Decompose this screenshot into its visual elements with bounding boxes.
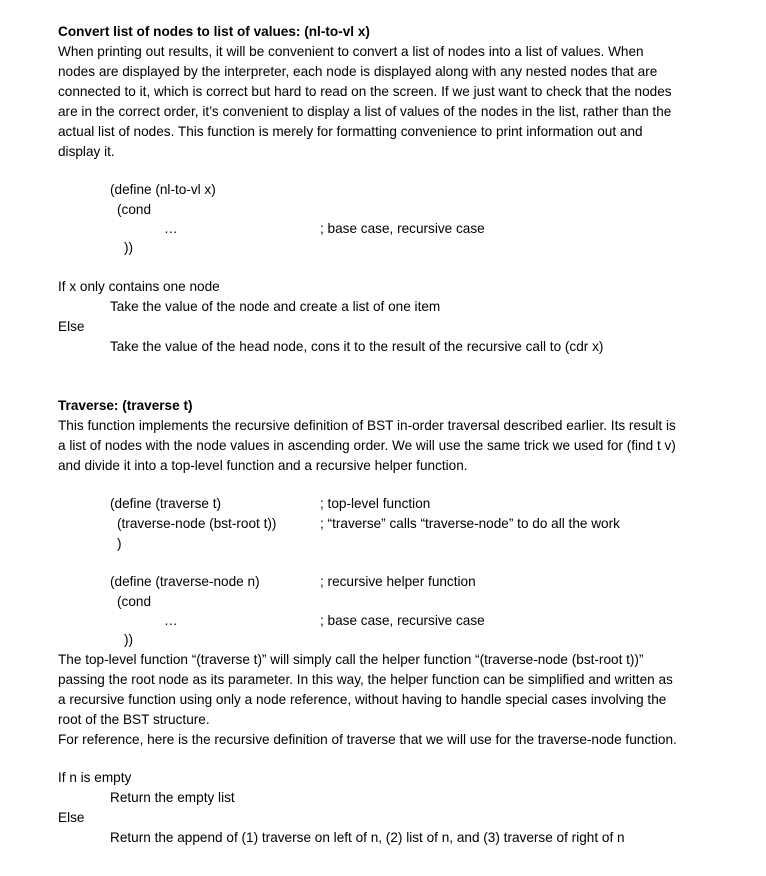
- section-heading-nl-to-vl: Convert list of nodes to list of values: (nl-to-vl x): [58, 24, 370, 39]
- paragraph-line: The top-level function “(traverse t)” will simply call the helper function “(traverse-node (bst-root t))”: [58, 652, 644, 667]
- paragraph-line: When printing out results, it will be convenient to convert a list of nodes into a list of values. When: [58, 44, 644, 59]
- code-comment: ; top-level function: [320, 496, 431, 511]
- code-comment: ; recursive helper function: [320, 574, 476, 589]
- logic-then-line: Take the value of the node and create a list of one item: [110, 299, 441, 314]
- code-call-line: (traverse-node (bst-root t)): [117, 516, 277, 531]
- paragraph-line: actual list of nodes. This function is merely for formatting convenience to print information out and: [58, 124, 643, 139]
- paragraph-line: a recursive function using only a node reference, without having to handle special cases involving the: [58, 692, 667, 707]
- logic-else-body: Return the append of (1) traverse on left of n, (2) list of n, and (3) traverse of right of n: [110, 830, 625, 845]
- paragraph-line: are in the correct order, it’s convenient to display a list of values of the nodes in the list, rather than the: [58, 104, 672, 119]
- code-comment: ; base case, recursive case: [320, 613, 485, 628]
- code-close-line: )): [124, 632, 134, 647]
- logic-if-line: If x only contains one node: [58, 279, 220, 294]
- logic-else-line: Else: [58, 810, 85, 825]
- code-ellipsis: …: [164, 613, 178, 628]
- paragraph-line: passing the root node as its parameter. In this way, the helper function can be simplified and written as: [58, 672, 673, 687]
- paragraph-line: This function implements the recursive definition of BST in-order traversal described earlier. Its result is: [58, 418, 676, 433]
- paragraph-line: display it.: [58, 144, 115, 159]
- logic-then-line: Return the empty list: [110, 790, 235, 805]
- paragraph-line: and divide it into a top-level function and a recursive helper function.: [58, 458, 468, 473]
- paragraph-line: For reference, here is the recursive definition of traverse that we will use for the traverse-node function.: [58, 732, 677, 747]
- code-define-line: (define (traverse t): [110, 496, 222, 511]
- code-close-line: )): [124, 240, 134, 255]
- code-comment: ; “traverse” calls “traverse-node” to do all the work: [320, 516, 620, 531]
- code-ellipsis: …: [164, 221, 178, 236]
- code-cond-line: (cond: [117, 594, 152, 609]
- code-define-line: (define (traverse-node n): [110, 574, 260, 589]
- paragraph-line: connected to it, which is correct but hard to read on the screen. If we just want to check that the nodes: [58, 84, 672, 99]
- code-close-line: ): [117, 536, 122, 551]
- paragraph-line: root of the BST structure.: [58, 712, 210, 727]
- code-comment: ; base case, recursive case: [320, 221, 485, 236]
- logic-else-body: Take the value of the head node, cons it to the result of the recursive call to (cdr x): [110, 339, 604, 354]
- code-cond-line: (cond: [117, 202, 152, 217]
- section-heading-traverse: Traverse: (traverse t): [58, 398, 193, 413]
- paragraph-line: nodes are displayed by the interpreter, each node is displayed along with any nested nodes that are: [58, 64, 658, 79]
- logic-else-line: Else: [58, 319, 85, 334]
- logic-if-line: If n is empty: [58, 770, 132, 785]
- paragraph-line: a list of nodes with the node values in ascending order. We will use the same trick we used for (find t v): [58, 438, 676, 453]
- code-define-line: (define (nl-to-vl x): [110, 182, 216, 197]
